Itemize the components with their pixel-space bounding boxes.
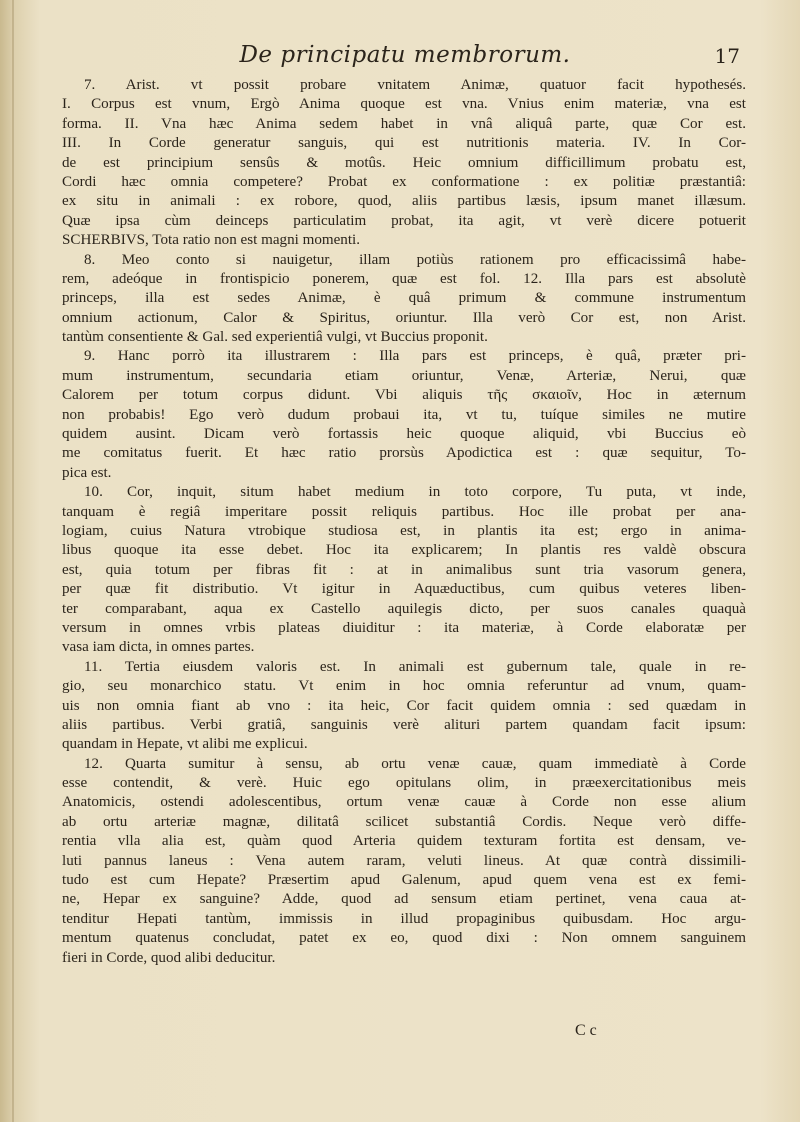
text-line: 10. Cor, inquit, situm habet medium in toto corpore, Tu puta, vt inde, [84, 484, 746, 501]
text-line: de est principium sensûs & motûs. Heic omnium difficillimum probatu est, [62, 154, 746, 171]
text-line: pica est. [62, 464, 112, 481]
text-line: tantùm consentiente & Gal. sed experientiâ vulgi, vt Buccius proponit. [62, 329, 488, 346]
text-line: Calorem per totum corpus didunt. Vbi aliquis τῆς σκαιοῖν, Hoc in æternum [62, 387, 746, 404]
text-line: me comitatus fuerit. Et hæc ratio prorsùs Apodictica est : quæ sequitur, To- [62, 445, 746, 462]
text-line: 12. Quarta sumitur à sensu, ab ortu venæ cauæ, quam immediatè à Corde [84, 755, 746, 772]
text-line: tenditur Hepati tantùm, immissis in illud propaginibus quibusdam. Hoc argu- [62, 910, 746, 927]
text-line: Quæ ipsa cùm deinceps particulatim probat, ita agit, vt verè dicere potuerit [62, 212, 746, 229]
text-line: logiam, cuius Natura vtrobique studiosa est, in plantis ita est; ergo in anima- [62, 522, 746, 539]
catchword: C c [575, 1022, 597, 1039]
page-gutter-shadow [12, 0, 14, 1122]
text-line: princeps, illa est sedes Animæ, è quâ primum & commune instrumentum [62, 290, 746, 307]
text-line: 9. Hanc porrò ita illustrarem : Illa pars est princeps, è quâ, præter pri- [84, 348, 746, 365]
text-line: 11. Tertia eiusdem valoris est. In animali est gubernum tale, quale in re- [84, 658, 746, 675]
text-line: tudo est cum Hepate? Præsertim apud Galenum, apud quem vena est ex femi- [62, 872, 746, 889]
text-line: ter comparabant, aqua ex Castello aquilegis dicto, per suos canales quaquà [62, 600, 746, 617]
text-line: rentia vlla alia est, quàm quod Arteria quidem texturam fortita est densam, ve- [62, 833, 746, 850]
text-line: omnium actionum, Calor & Spiritus, oriuntur. Illa verò Cor est, non Arist. [62, 309, 746, 326]
text-line: Anatomicis, ostendi adolescentibus, ortum venæ cauæ à Corde non esse alium [62, 794, 746, 811]
running-title: De principatu membrorum. [239, 42, 571, 68]
text-line: 8. Meo conto si nauigetur, illam potiùs rationem pro efficacissimâ habe- [84, 251, 746, 268]
text-line: rem, adeóque in frontispicio ponerem, quæ est fol. 12. Illa pars est absolutè [62, 270, 746, 287]
text-line: tanquam è regiâ imperitare possit reliquis partibus. Hoc ille probat per ana- [62, 503, 746, 520]
text-line: quidem ausint. Dicam verò fortassis heic quoque aliquid, vbi Buccius eò [62, 426, 746, 443]
text-line: mum instrumentum, secundaria etiam oriuntur, Venæ, Arteriæ, Nerui, quæ [62, 367, 746, 384]
text-line: forma. II. Vna hæc Anima sedem habet in vnâ aliquâ parte, quæ Cor est. [62, 115, 746, 132]
text-line: ne, Hepar ex sanguine? Adde, quod ad sensum etiam pertinet, vena caua at- [62, 891, 746, 908]
text-line: Cordi hæc omnia competere? Probat ex conformatione : ex politiæ præstantiâ: [62, 173, 746, 190]
text-line: vasa iam dicta, in omnes partes. [62, 639, 255, 656]
page-header [70, 42, 740, 76]
text-line: III. In Corde generatur sanguis, qui est nutritionis materia. IV. In Cor- [62, 135, 746, 152]
text-line: uis non omnia fiant ab vno : ita heic, Cor facit quidem omnia : sed quædam in [62, 697, 746, 714]
text-line: ex situ in animali : ex robore, quod, aliis partibus læsis, ipsum manet illæsum. [62, 193, 746, 210]
text-line: versum in omnes vrbis plateas diuiditur : ita materiæ, à Corde elaboratæ per [62, 619, 746, 636]
text-line: fieri in Corde, quod alibi deducitur. [62, 949, 276, 966]
text-line: ab ortu arteriæ magnæ, dilitatâ scilicet substantiâ Cordis. Neque verò diffe- [62, 813, 746, 830]
text-line: I. Corpus est vnum, Ergò Anima quoque est vna. Vnius enim materiæ, vna est [62, 96, 746, 113]
text-line: esse contendit, & verè. Huic ego opitulans olim, in præexercitationibus meis [62, 775, 746, 792]
text-line: aliis partibus. Verbi gratiâ, sanguinis verè alituri partem quandam facit ipsum: [62, 716, 746, 733]
body-text [62, 76, 746, 968]
text-line: quandam in Hepate, vt alibi me explicui. [62, 736, 308, 753]
text-line: libus quoque ita esse debet. Hoc ita explicarem; In plantis res valdè obscura [62, 542, 746, 559]
text-line: est, quia totum per fibras fit : at in animalibus sunt tria vasorum genera, [62, 561, 746, 578]
text-line: SCHERBIVS, Tota ratio non est magni momenti. [62, 232, 361, 249]
text-line: non probabis! Ego verò dudum probaui ita, vt tu, tuíque similes ne mutire [62, 406, 746, 423]
text-line: mentum quatenus concludat, patet ex eo, quod dixi : Non omnem sanguinem [62, 930, 746, 947]
text-line: 7. Arist. vt possit probare vnitatem Animæ, quatuor facit hypothesés. [84, 77, 746, 93]
text-line: per quæ fit distributio. Vt igitur in Aquæductibus, cum quibus veteres liben- [62, 581, 746, 598]
text-line: gio, seu monarchico statu. Vt enim in hoc omnia referuntur ad vnum, quam- [62, 678, 746, 695]
text-line: luti pannus laneus : Vena autem raram, veluti lineus. At quæ contrà dissimili- [62, 852, 746, 869]
page-number: 17 [714, 44, 740, 68]
